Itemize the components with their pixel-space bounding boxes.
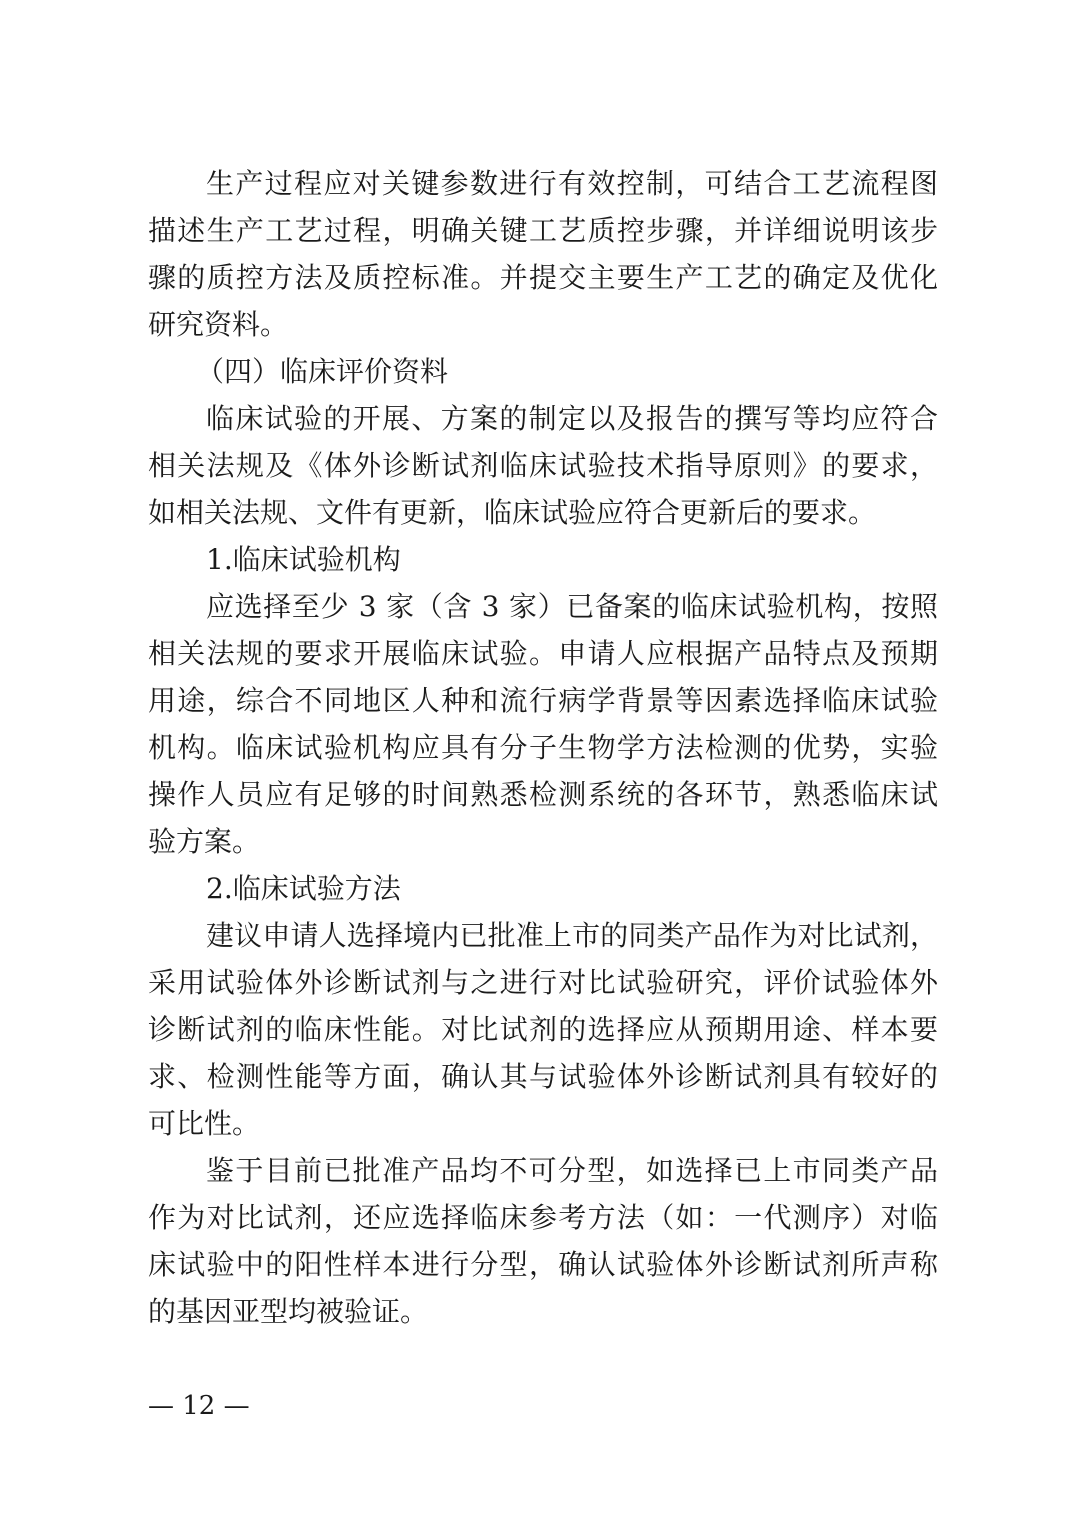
paragraph-line: 验方案。 [148, 825, 261, 858]
paragraph-line: 作为对比试剂，还应选择临床参考方法（如：一代测序）对临 [148, 1201, 938, 1234]
paragraph-line: 求、检测性能等方面，确认其与试验体外诊断试剂具有较好的 [148, 1060, 938, 1093]
paragraph-line: 临床试验的开展、方案的制定以及报告的撰写等均应符合 [206, 402, 938, 435]
paragraph-line: 操作人员应有足够的时间熟悉检测系统的各环节，熟悉临床试 [148, 778, 938, 811]
paragraph-line: 的基因亚型均被验证。 [148, 1295, 429, 1328]
paragraph-line: 生产过程应对关键参数进行有效控制，可结合工艺流程图 [206, 167, 938, 200]
paragraph-line: 描述生产工艺过程，明确关键工艺质控步骤，并详细说明该步 [148, 214, 938, 247]
paragraph-line: 用途，综合不同地区人种和流行病学背景等因素选择临床试验 [148, 684, 938, 717]
page-number: — 12 — [148, 1391, 250, 1421]
paragraph-line: 鉴于目前已批准产品均不可分型，如选择已上市同类产品 [206, 1154, 938, 1187]
paragraph-line: 如相关法规、文件有更新，临床试验应符合更新后的要求。 [148, 496, 877, 529]
paragraph-line: 应选择至少 3 家（含 3 家）已备案的临床试验机构，按照 [206, 590, 938, 623]
paragraph-line: 采用试验体外诊断试剂与之进行对比试验研究，评价试验体外 [148, 966, 938, 999]
subsection-heading: 1.临床试验机构 [206, 543, 401, 576]
paragraph-line: 相关法规及《体外诊断试剂临床试验技术指导原则》的要求， [148, 449, 938, 482]
paragraph-line: 研究资料。 [148, 308, 289, 341]
subsection-heading: 2.临床试验方法 [206, 872, 401, 905]
paragraph-line: 骤的质控方法及质控标准。并提交主要生产工艺的确定及优化 [148, 261, 938, 294]
paragraph-line: 可比性。 [148, 1107, 261, 1140]
section-heading: （四）临床评价资料 [196, 355, 449, 388]
paragraph-line: 机构。临床试验机构应具有分子生物学方法检测的优势，实验 [148, 731, 938, 764]
paragraph-line: 相关法规的要求开展临床试验。申请人应根据产品特点及预期 [148, 637, 938, 670]
paragraph-line: 诊断试剂的临床性能。对比试剂的选择应从预期用途、样本要 [148, 1013, 938, 1046]
paragraph-line: 建议申请人选择境内已批准上市的同类产品作为对比试剂， [206, 919, 938, 952]
paragraph-line: 床试验中的阳性样本进行分型，确认试验体外诊断试剂所声称 [148, 1248, 938, 1281]
